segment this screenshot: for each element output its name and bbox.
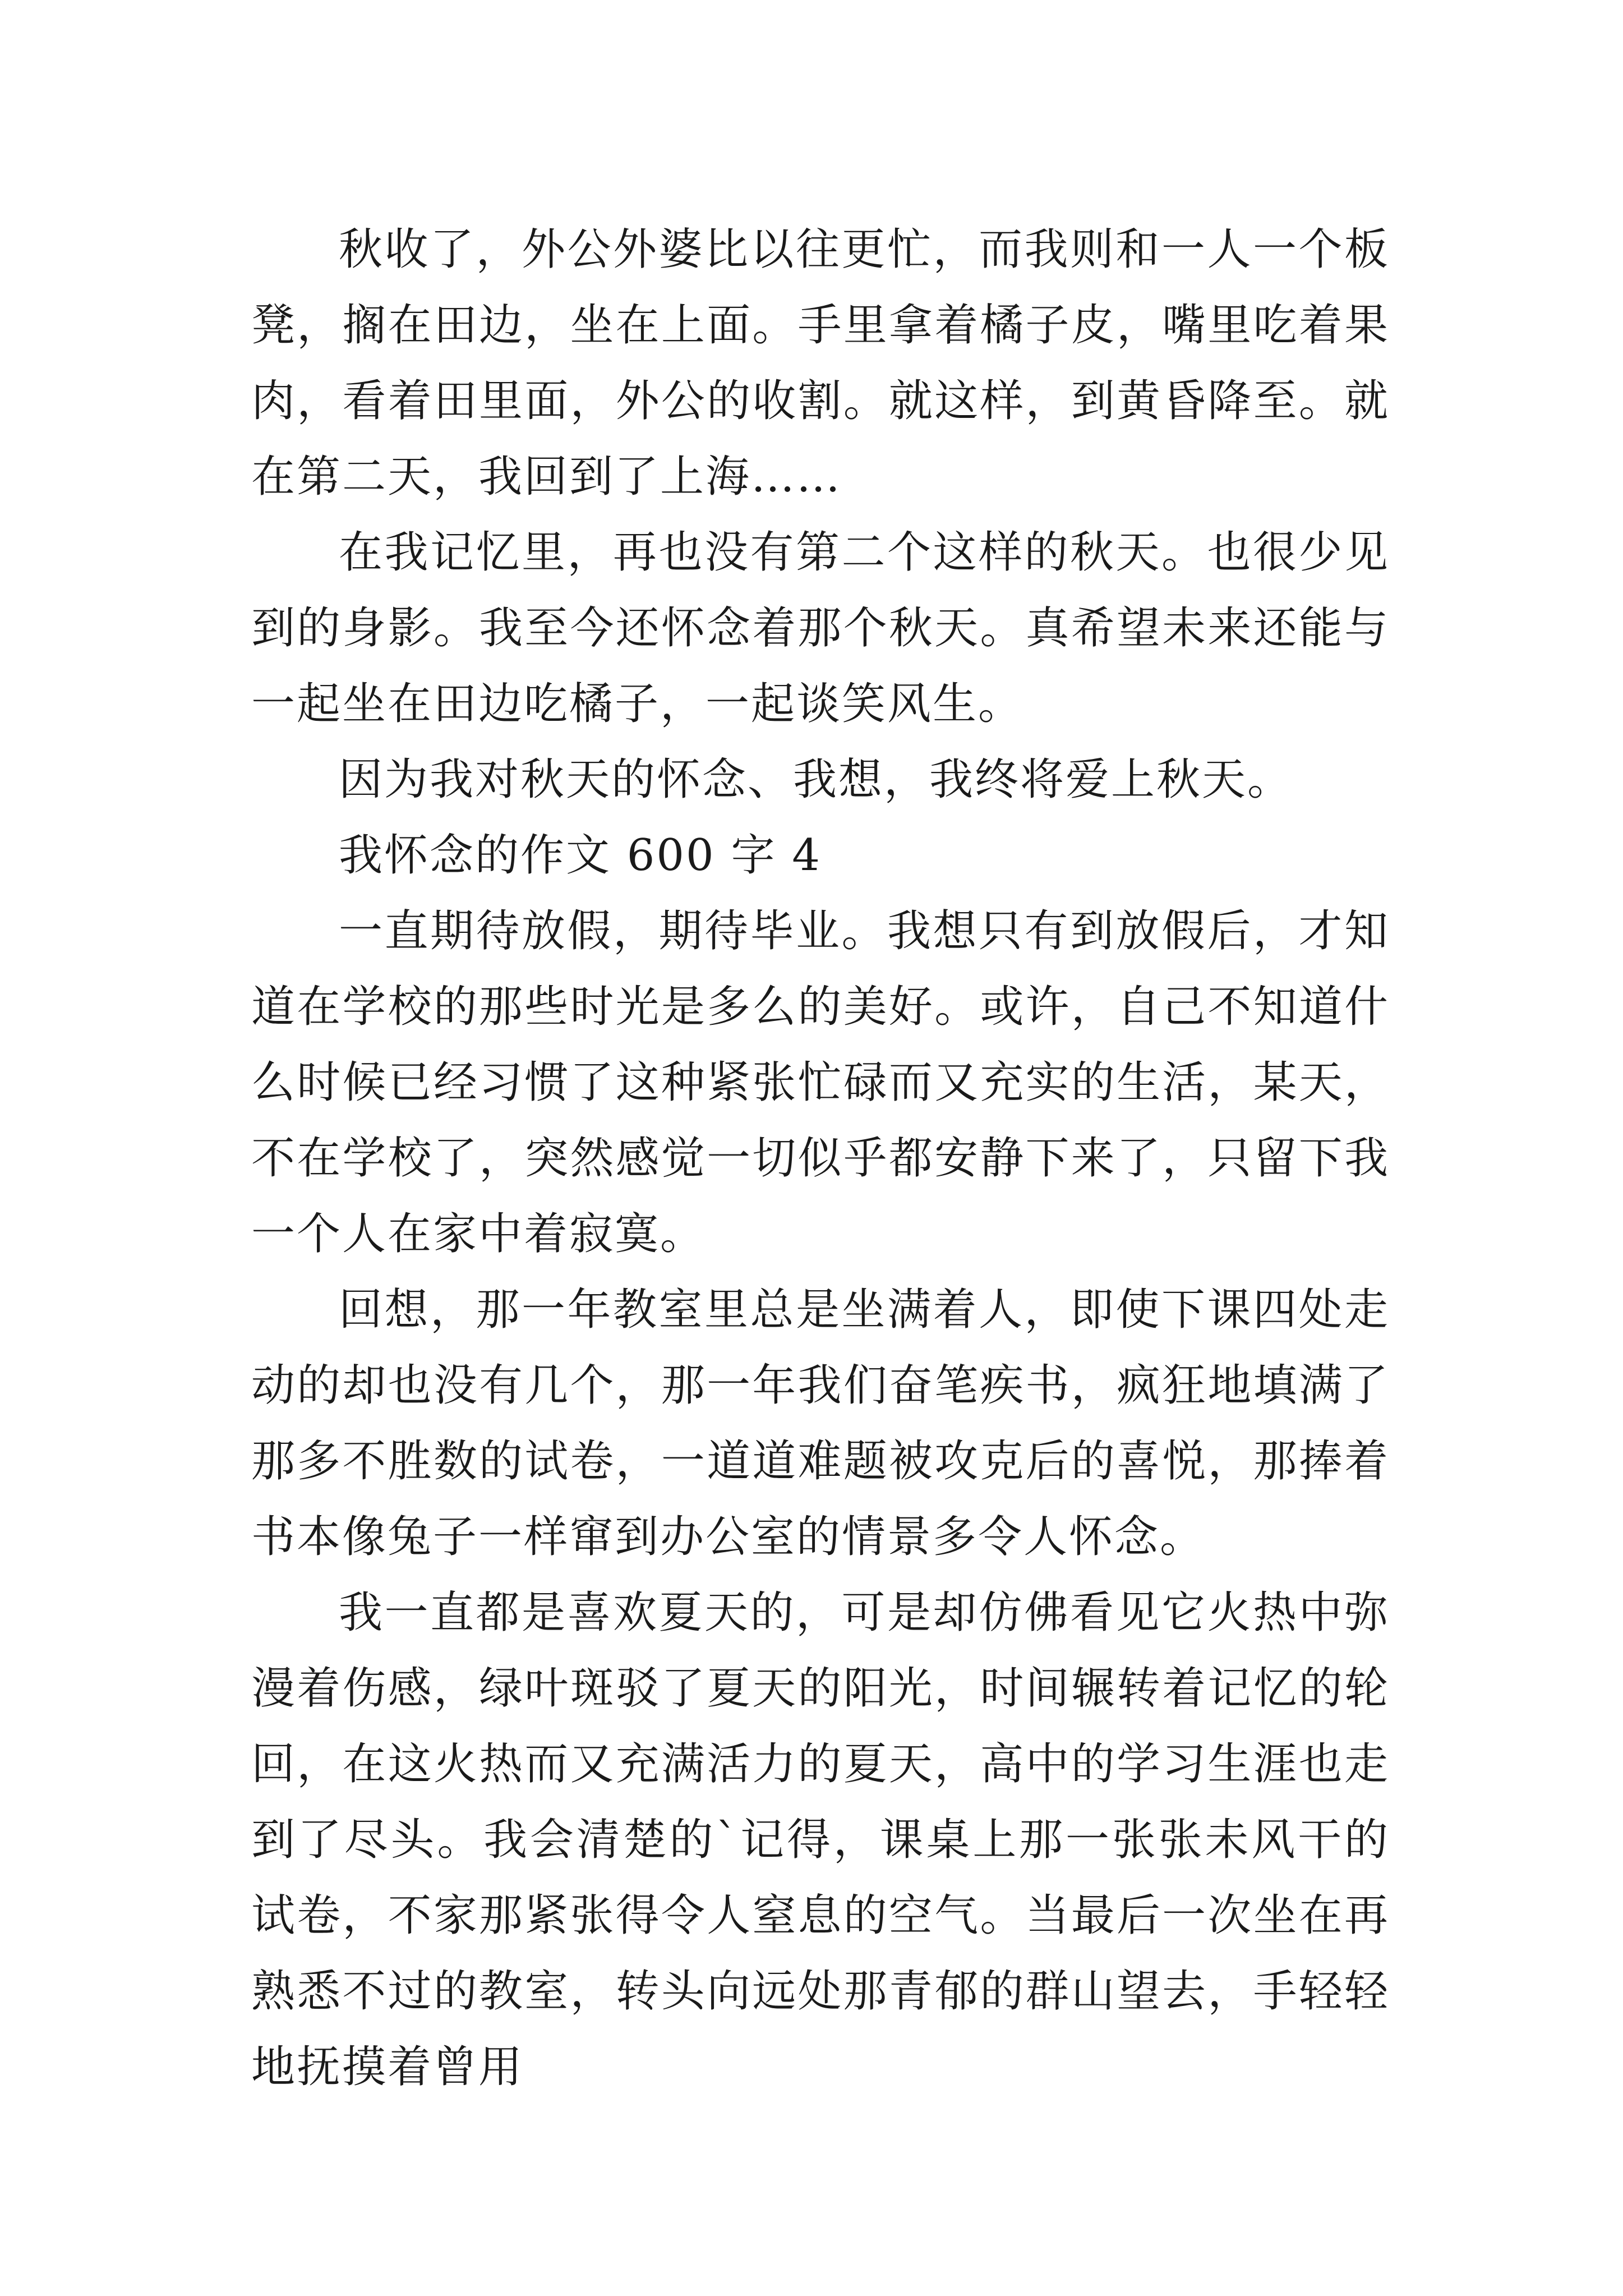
- paragraph-summer: 我一直都是喜欢夏天的，可是却仿佛看见它火热中弥漫着伤感，绿叶斑驳了夏天的阳光，时间辗转着记忆的轮回，在这火热而又充满活力的夏天，高中的学习生涯也走到了尽头。我会清楚的`记得，课桌上那一张张未风干的试卷，不家那紧张得令人窒息的空气。当最后一次坐在再熟悉不过的教室，转头向远处那青郁的群山望去，手轻轻地抚摸着曾用: [251, 1588, 1390, 2092]
- paragraph-love-autumn: 因为我对秋天的怀念、我想，我终将爱上秋天。: [339, 754, 1293, 805]
- essay-heading: 我怀念的作文 600 字 4: [339, 830, 822, 881]
- paragraph-classroom: 回想，那一年教室里总是坐满着人，即使下课四处走动的却也没有几个，那一年我们奋笔疾书，疯狂地填满了那多不胜数的试卷，一道道难题被攻克后的喜悦，那捧着书本像兔子一样窜到办公室的情景多令人怀念。: [251, 1285, 1390, 1562]
- paragraph-autumn-harvest: 秋收了，外公外婆比以往更忙，而我则和一人一个板凳，搁在田边，坐在上面。手里拿着橘子皮，嘴里吃着果肉，看着田里面，外公的收割。就这样，到黄昏降至。就在第二天，我回到了上海……: [251, 224, 1390, 502]
- paragraph-autumn-memory: 在我记忆里，再也没有第二个这样的秋天。也很少见到的身影。我至今还怀念着那个秋天。真希望未来还能与一起坐在田边吃橘子，一起谈笑风生。: [251, 527, 1390, 729]
- paragraph-holiday: 一直期待放假，期待毕业。我想只有到放假后，才知道在学校的那些时光是多么的美好。或许，自己不知道什么时候已经习惯了这种紧张忙碌而又充实的生活，某天，不在学校了，突然感觉一切似乎都安静下来了，只留下我一个人在家中着寂寞。: [251, 906, 1390, 1259]
- document-body: [251, 212, 1390, 2105]
